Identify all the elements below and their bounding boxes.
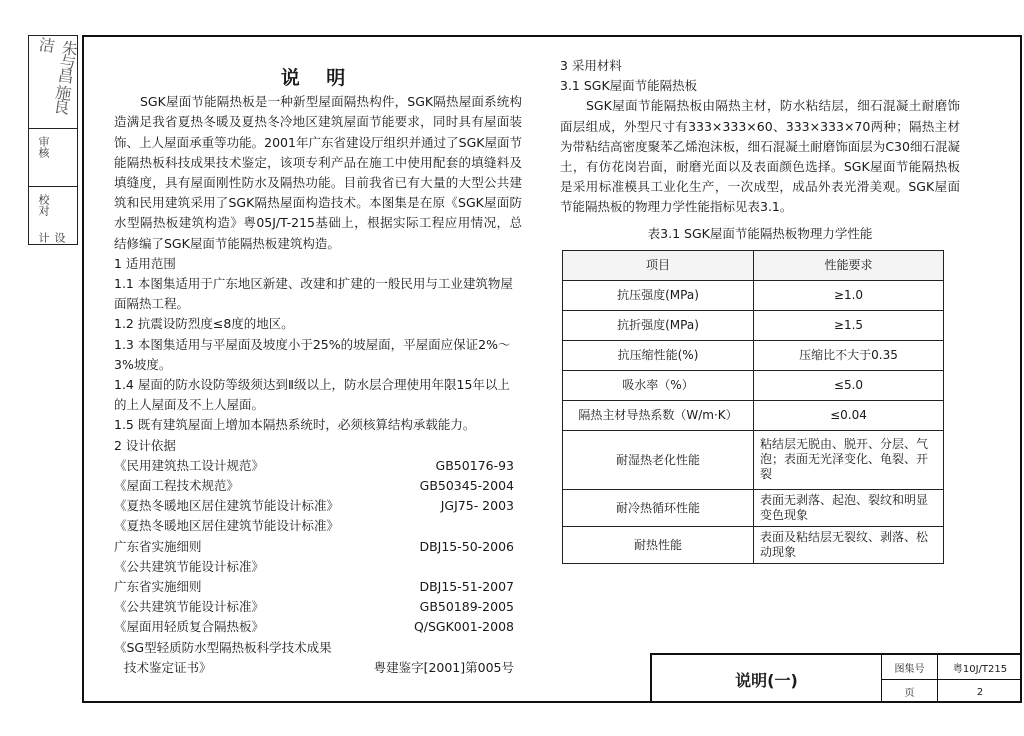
reference-item xyxy=(114,476,522,496)
reference-name: 广东省实施细则 xyxy=(114,579,202,595)
table-row xyxy=(563,340,944,370)
reference-name: 《公共建筑节能设计标准》 xyxy=(114,599,265,615)
sheet-title: 说明(一) xyxy=(652,655,882,703)
strip-label-check: 校对 xyxy=(37,194,50,216)
atlas-number: 粤10J/T215 xyxy=(952,663,1008,675)
reference-code: GB50189-2005 xyxy=(419,599,514,615)
table-header: 项目 xyxy=(563,250,754,280)
table-cell: ≤5.0 xyxy=(754,370,944,400)
table-row xyxy=(563,430,944,489)
right-column xyxy=(560,56,960,564)
table-caption: 表3.1 SGK屋面节能隔热板物理力学性能 xyxy=(647,225,873,241)
table-cell: 隔热主材导热系数（W/m·K） xyxy=(563,400,754,430)
reference-name: 技术鉴定证书》 xyxy=(124,659,212,675)
signature-stamp: 朱与昌 施良洁 xyxy=(35,35,80,114)
table-row xyxy=(563,489,944,526)
title-block xyxy=(650,653,1022,703)
clause-1-1: 1.1 本图集适用于广东地区新建、改建和扩建的一般民用与工业建筑物屋面隔热工程。 xyxy=(114,276,513,312)
reference-item xyxy=(114,496,522,516)
reference-name: 《SG型轻质防水型隔热板科学技术成果 xyxy=(114,639,332,655)
reference-item xyxy=(114,456,522,476)
table-cell: 吸水率（%） xyxy=(563,370,754,400)
table-row xyxy=(563,526,944,563)
table-cell: 表面及粘结层无裂纹、剥落、松动现象 xyxy=(754,526,944,563)
reference-item xyxy=(114,557,522,577)
strip-divider xyxy=(29,128,77,129)
table-cell: 抗折强度(MPa) xyxy=(563,310,754,340)
atlas-number-label: 图集号 xyxy=(882,655,938,679)
reference-code: 粤建鉴字[2001]第005号 xyxy=(373,659,514,675)
reference-name: 《屋面工程技术规范》 xyxy=(114,478,240,494)
section-heading: 1 适用范围 xyxy=(114,255,176,271)
reference-item xyxy=(114,537,522,557)
table-cell: 耐湿热老化性能 xyxy=(563,430,754,489)
table-cell: 表面无剥落、起泡、裂纹和明显变色现象 xyxy=(754,489,944,526)
table-cell: 耐热性能 xyxy=(563,526,754,563)
reference-item xyxy=(114,658,522,678)
reference-name: 《民用建筑热工设计规范》 xyxy=(114,457,265,473)
table-header-row xyxy=(563,250,944,280)
page-title: 说 明 xyxy=(280,67,356,89)
reference-name: 《夏热冬暖地区居住建筑节能设计标准》 xyxy=(114,498,340,514)
reference-item xyxy=(114,577,522,597)
reference-item xyxy=(114,516,522,536)
left-column xyxy=(114,64,522,678)
table-cell: 粘结层无脱由、脱开、分层、气泡；表面无光泽变化、龟裂、开裂 xyxy=(754,430,944,489)
reference-name: 《夏热冬暖地区居住建筑节能设计标准》 xyxy=(114,518,340,534)
reference-code: GB50176-93 xyxy=(435,457,514,473)
clause-1-3: 1.3 本图集适用与平屋面及坡度小于25%的坡屋面，平屋面应保证2%～3%坡度。 xyxy=(114,336,511,372)
reference-name: 《公共建筑节能设计标准》 xyxy=(114,558,265,574)
reference-code: DBJ15-50-2006 xyxy=(419,538,514,554)
subsection-heading: 3.1 SGK屋面节能隔热板 xyxy=(560,78,698,94)
reference-name: 《屋面用轻质复合隔热板》 xyxy=(114,619,265,635)
clause-1-4: 1.4 屋面的防水设防等级须达到Ⅱ级以上，防水层合理使用年限15年以上的上人屋面及不上人屋面。 xyxy=(114,377,510,413)
reference-name: 广东省实施细则 xyxy=(114,538,202,554)
strip-label-review: 审核 xyxy=(37,136,50,158)
section-heading: 3 采用材料 xyxy=(560,58,622,73)
reference-code: Q/SGK001-2008 xyxy=(413,619,514,635)
section-heading: 2 设计依据 xyxy=(114,437,176,453)
page-label: 页 xyxy=(882,679,938,703)
intro-paragraph: SGK屋面节能隔热板是一种新型屋面隔热构件，SGK隔热屋面系统构造满足我省夏热冬暖及夏热冬冷地区建筑屋面节能要求，同时具有屋面装饰、上人屋面承重等功能。2001年广东省建设厅组织并通过了SGK屋面节能隔热板科技成果技术鉴定，该项专利产品在施工中使用配套的填缝料及填缝度，具有屋面刚性防水及隔热功能。目前我省已有大量的大型公共建筑和民用建筑采用了SGK隔热屋面构造技术。本图集是在原《SGK屋面防水型隔热板建筑构造》粤05J/T-215基础上，根据实际工程应用情况，总结修编了SGK屋面节能隔热板建筑构造。 xyxy=(114,94,522,251)
table-row xyxy=(563,310,944,340)
clause-1-5: 1.5 既有建筑屋面上增加本隔热系统时，必须核算结构承载能力。 xyxy=(114,417,476,433)
reference-item xyxy=(114,638,522,658)
table-cell: 压缩比不大于0.35 xyxy=(754,340,944,370)
table-cell: ≥1.5 xyxy=(754,310,944,340)
reference-item xyxy=(114,617,522,637)
page-number: 2 xyxy=(938,679,1022,704)
reference-code: JGJ75- 2003 xyxy=(440,498,514,514)
table-cell: 抗压强度(MPa) xyxy=(563,280,754,310)
strip-divider xyxy=(29,186,77,187)
strip-label-design: 设计 xyxy=(37,232,66,243)
table-header: 性能要求 xyxy=(754,250,944,280)
table-row xyxy=(563,400,944,430)
table-cell: ≤0.04 xyxy=(754,400,944,430)
material-paragraph: SGK屋面节能隔热板由隔热主材，防水粘结层，细石混凝土耐磨饰面层组成，外型尺寸有333×333×60、333×333×70两种；隔热主材为带粘结高密度聚苯乙烯泡沫板，细石混凝土耐磨饰面层为C30细石混凝土，有仿花岗岩面，耐磨光面以及表面颜色选择。SGK屋面节能隔热板是采用标准模具工业化生产，一次成型，成品外表光滑美观。SGK屋面节能隔热板的物理力学性能指标见表3.1。 xyxy=(560,98,960,215)
properties-table xyxy=(562,250,944,564)
table-cell: 抗压缩性能(%) xyxy=(563,340,754,370)
table-row xyxy=(563,280,944,310)
reference-code: DBJ15-51-2007 xyxy=(419,579,514,595)
reference-code: GB50345-2004 xyxy=(419,478,514,494)
clause-1-2: 1.2 抗震设防烈度≤8度的地区。 xyxy=(114,316,294,332)
table-cell: 耐冷热循环性能 xyxy=(563,489,754,526)
table-cell: ≥1.0 xyxy=(754,280,944,310)
table-row xyxy=(563,370,944,400)
reference-item xyxy=(114,597,522,617)
